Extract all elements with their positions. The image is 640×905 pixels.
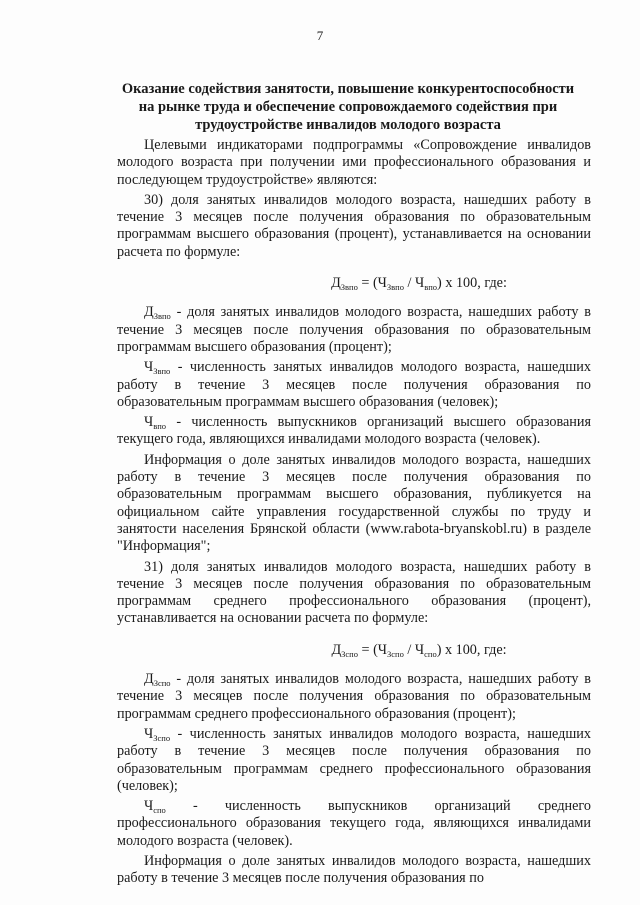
definition-text: - доля занятых инвалидов молодого возраста, нашедших работу в течение 3 месяцев после получения образования по образовательным программам среднего профессионального образования (процент); bbox=[117, 671, 591, 722]
formula-30-subscript: впо bbox=[424, 282, 438, 293]
formula-30-part: / Ч bbox=[403, 275, 425, 292]
intro-paragraph: Целевыми индикаторами подпрограммы «Сопровождение инвалидов молодого возраста при получении ими профессионального образования и последующем трудоустройстве» являются: bbox=[117, 137, 591, 188]
definition-text: - численность выпускников организаций среднего профессионального образования текущего года, являющихся инвалидами молодого возраста (человек). bbox=[117, 798, 591, 849]
definition-subscript: Зспо bbox=[153, 678, 171, 689]
definition-30-share bbox=[117, 304, 591, 356]
definition-subscript: спо bbox=[153, 805, 166, 816]
section-heading bbox=[108, 80, 588, 134]
formula-31-part: = (Ч bbox=[357, 641, 388, 658]
definition-31-share bbox=[117, 671, 591, 723]
definition-text: - численность занятых инвалидов молодого возраста, нашедших работу в течение 3 месяцев после получения образования по образовательным программам среднего профессионального образования (человек); bbox=[117, 725, 591, 794]
definition-symbol: Ч bbox=[144, 725, 154, 742]
formula-30-part: = (Ч bbox=[357, 275, 387, 292]
definition-text: - численность занятых инвалидов молодого возраста, нашедших работу в течение 3 месяцев после получения образования по образовательным программам высшего образования (человек); bbox=[117, 359, 591, 410]
formula-30 bbox=[117, 275, 591, 292]
definition-subscript: Звпо bbox=[153, 311, 171, 322]
formula-30-subscript: Звпо bbox=[340, 282, 358, 293]
page-number: 7 bbox=[316, 28, 324, 43]
definition-31-graduates bbox=[117, 798, 591, 850]
info-30-paragraph: Информация о доле занятых инвалидов молодого возраста, нашедших работу в течение 3 месяцев после получения образования по образовательным программам высшего образования, публикуется на официальном сайте управления государственной службы по труду и занятости населения Брянской области (www.rabota-bryanskobl.ru) в разделе "Информация"; bbox=[117, 451, 591, 555]
formula-31-part: ) х 100, где: bbox=[436, 641, 507, 658]
formula-31-part: / Ч bbox=[403, 641, 425, 658]
definition-subscript: впо bbox=[153, 421, 167, 432]
definition-subscript: Зспо bbox=[153, 732, 171, 743]
document-body bbox=[117, 137, 591, 891]
formula-31-symbol: Д bbox=[331, 641, 342, 658]
info-31-paragraph: Информация о доле занятых инвалидов молодого возраста, нашедших работу в течение 3 месяцев после получения образования по bbox=[117, 852, 591, 887]
definition-symbol: Ч bbox=[144, 798, 154, 815]
definition-31-employed bbox=[117, 726, 591, 795]
formula-31-subscript: Зспо bbox=[387, 648, 404, 659]
formula-31-subscript: Зспо bbox=[341, 648, 358, 659]
definition-symbol: Ч bbox=[144, 414, 154, 431]
definition-symbol: Ч bbox=[144, 359, 154, 376]
heading-line-2: на рынке труда и обеспечение сопровождаемого содействия при bbox=[138, 99, 558, 115]
heading-line-3: трудоустройстве инвалидов молодого возраста bbox=[195, 117, 501, 133]
heading-line-1: Оказание содействия занятости, повышение конкурентоспособности bbox=[121, 81, 575, 97]
definition-30-employed bbox=[117, 359, 591, 411]
definition-subscript: Звпо bbox=[153, 366, 171, 377]
indicator-31-paragraph: 31) доля занятых инвалидов молодого возраста, нашедших работу в течение 3 месяцев после получения образования по образовательным программам среднего профессионального образования (процент), устанавливается на основании расчета по формуле: bbox=[117, 558, 591, 627]
definition-30-graduates bbox=[117, 414, 591, 449]
formula-30-part: ) х 100, где: bbox=[437, 275, 507, 292]
definition-text: - доля занятых инвалидов молодого возраста, нашедших работу в течение 3 месяцев после получения образования по образовательным программам высшего образования (процент); bbox=[117, 304, 591, 355]
formula-31-subscript: спо bbox=[424, 648, 437, 659]
definition-symbol: Д bbox=[144, 304, 154, 321]
indicator-30-paragraph: 30) доля занятых инвалидов молодого возраста, нашедших работу в течение 3 месяцев после получения образования по образовательным программам высшего образования (процент), устанавливается на основании расчета по формуле: bbox=[117, 191, 591, 260]
formula-30-symbol: Д bbox=[331, 275, 341, 292]
definition-text: - численность выпускников организаций высшего образования текущего года, являющихся инвалидами молодого возраста (человек). bbox=[117, 414, 591, 448]
formula-30-subscript: Звпо bbox=[386, 282, 404, 293]
formula-31 bbox=[117, 642, 591, 659]
definition-symbol: Д bbox=[144, 671, 154, 688]
